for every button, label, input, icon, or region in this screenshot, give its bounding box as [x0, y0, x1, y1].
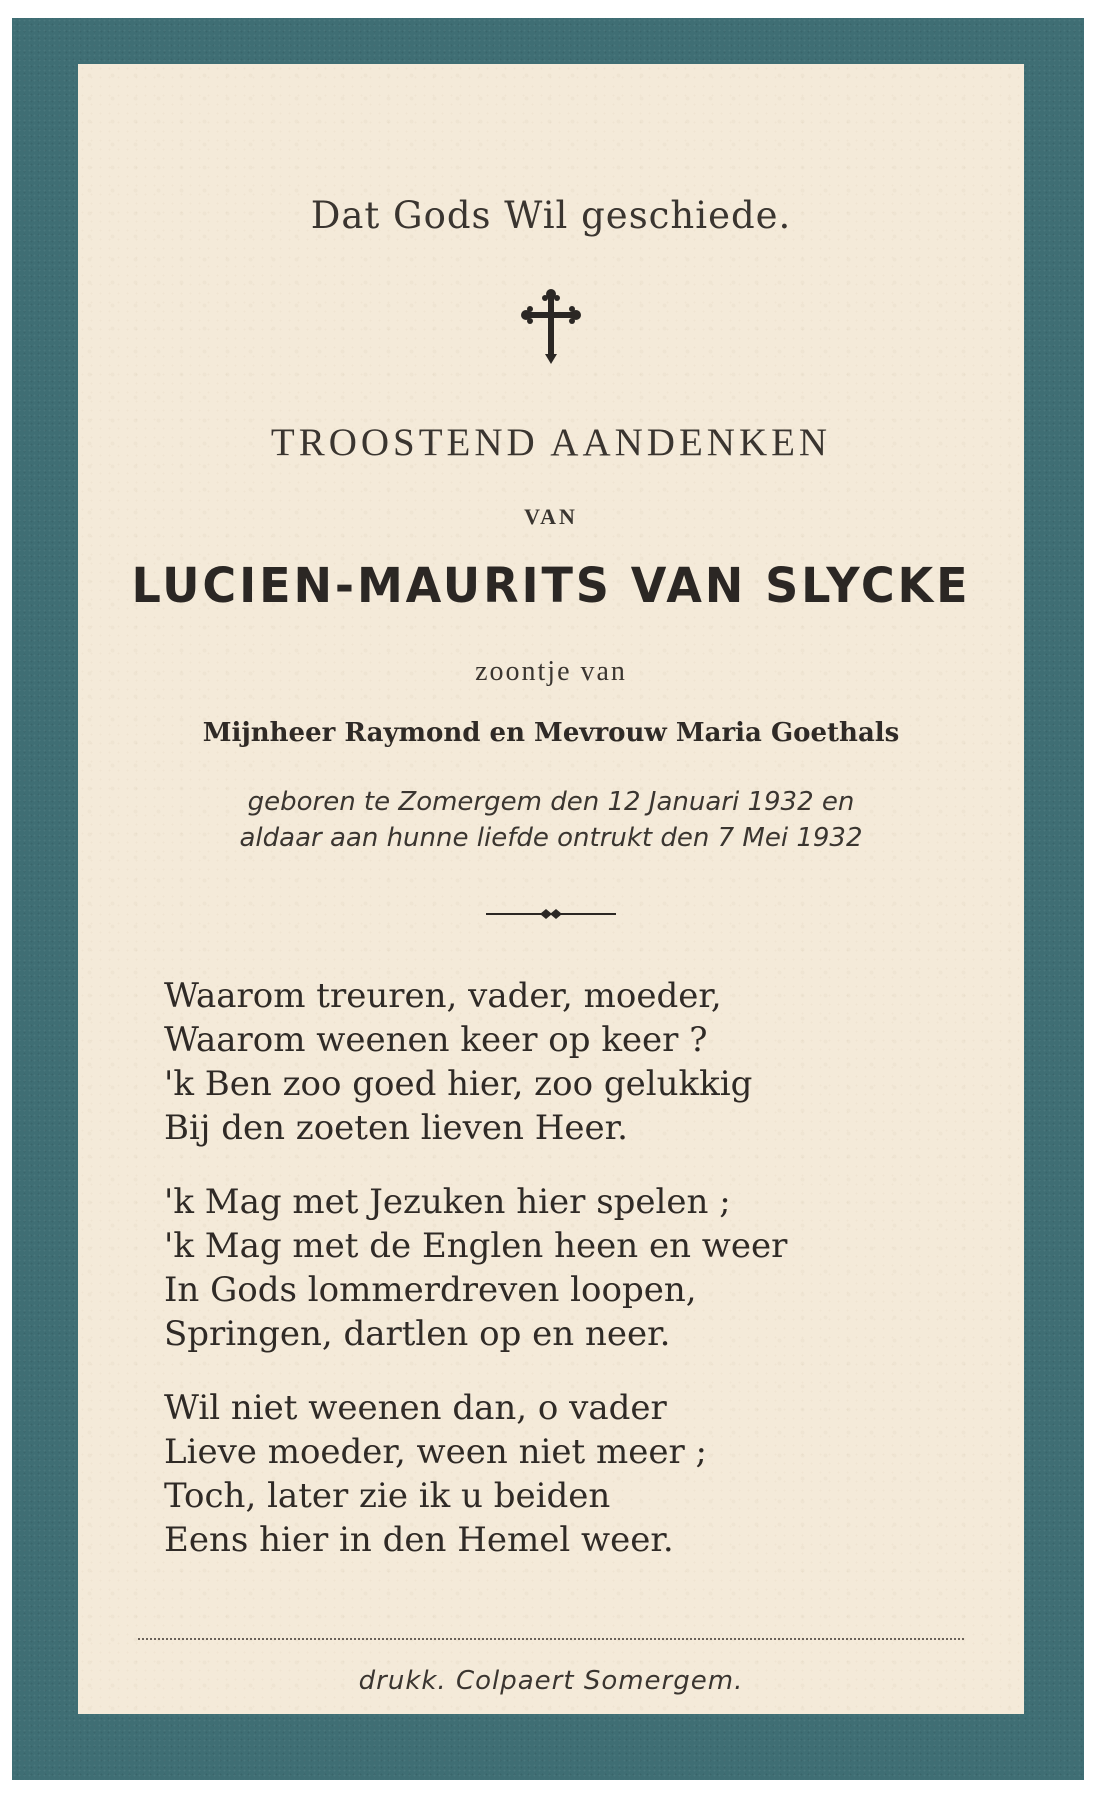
poem-line: Wil niet weenen dan, o vader: [164, 1388, 667, 1428]
poem: [164, 974, 964, 1592]
motto: Dat Gods Wil geschiede.: [310, 194, 792, 237]
card-title: TROOSTEND AANDENKEN: [270, 421, 832, 464]
poem-line: Toch, later zie ik u beiden: [164, 1476, 611, 1516]
memorial-card-paper: [78, 64, 1024, 1714]
memorial-card-border: [12, 18, 1084, 1780]
poem-line: Waarom treuren, vader, moeder,: [164, 976, 722, 1016]
poem-line: Bij den zoeten lieven Heer.: [164, 1108, 628, 1148]
poem-line: Lieve moeder, ween niet meer ;: [164, 1432, 707, 1472]
poem-line: Eens hier in den Hemel weer.: [164, 1520, 674, 1560]
poem-stanza-3: [164, 1386, 964, 1562]
cross-fleury-icon: [78, 288, 1024, 364]
ornamental-divider-icon: [78, 906, 1024, 922]
poem-line: Waarom weenen keer op keer ?: [164, 1020, 708, 1060]
birth-line: geboren te Zomergem den 12 Januari 1932 en: [247, 787, 855, 817]
son-of-label: zoontje van: [475, 656, 627, 687]
poem-line: Springen, dartlen op en neer.: [164, 1314, 671, 1354]
poem-line: 'k Ben zoo goed hier, zoo gelukkig: [164, 1064, 753, 1104]
death-line: aldaar aan hunne liefde ontrukt den 7 Mei 1932: [239, 823, 863, 853]
deceased-name: LUCIEN-MAURITS VAN SLYCKE: [131, 558, 971, 614]
poem-line: In Gods lommerdreven loopen,: [164, 1270, 697, 1310]
poem-line: 'k Mag met de Englen heen en weer: [164, 1226, 788, 1266]
poem-stanza-2: [164, 1180, 964, 1356]
birth-death-text: [78, 784, 1024, 856]
dotted-separator: [138, 1638, 964, 1640]
parents-names: Mijnheer Raymond en Mevrouw Maria Goethals: [202, 718, 900, 748]
poem-stanza-1: [164, 974, 964, 1150]
printer-credit: drukk. Colpaert Somergem.: [358, 1666, 744, 1696]
van-label: VAN: [524, 504, 578, 529]
poem-line: 'k Mag met Jezuken hier spelen ;: [164, 1182, 731, 1222]
